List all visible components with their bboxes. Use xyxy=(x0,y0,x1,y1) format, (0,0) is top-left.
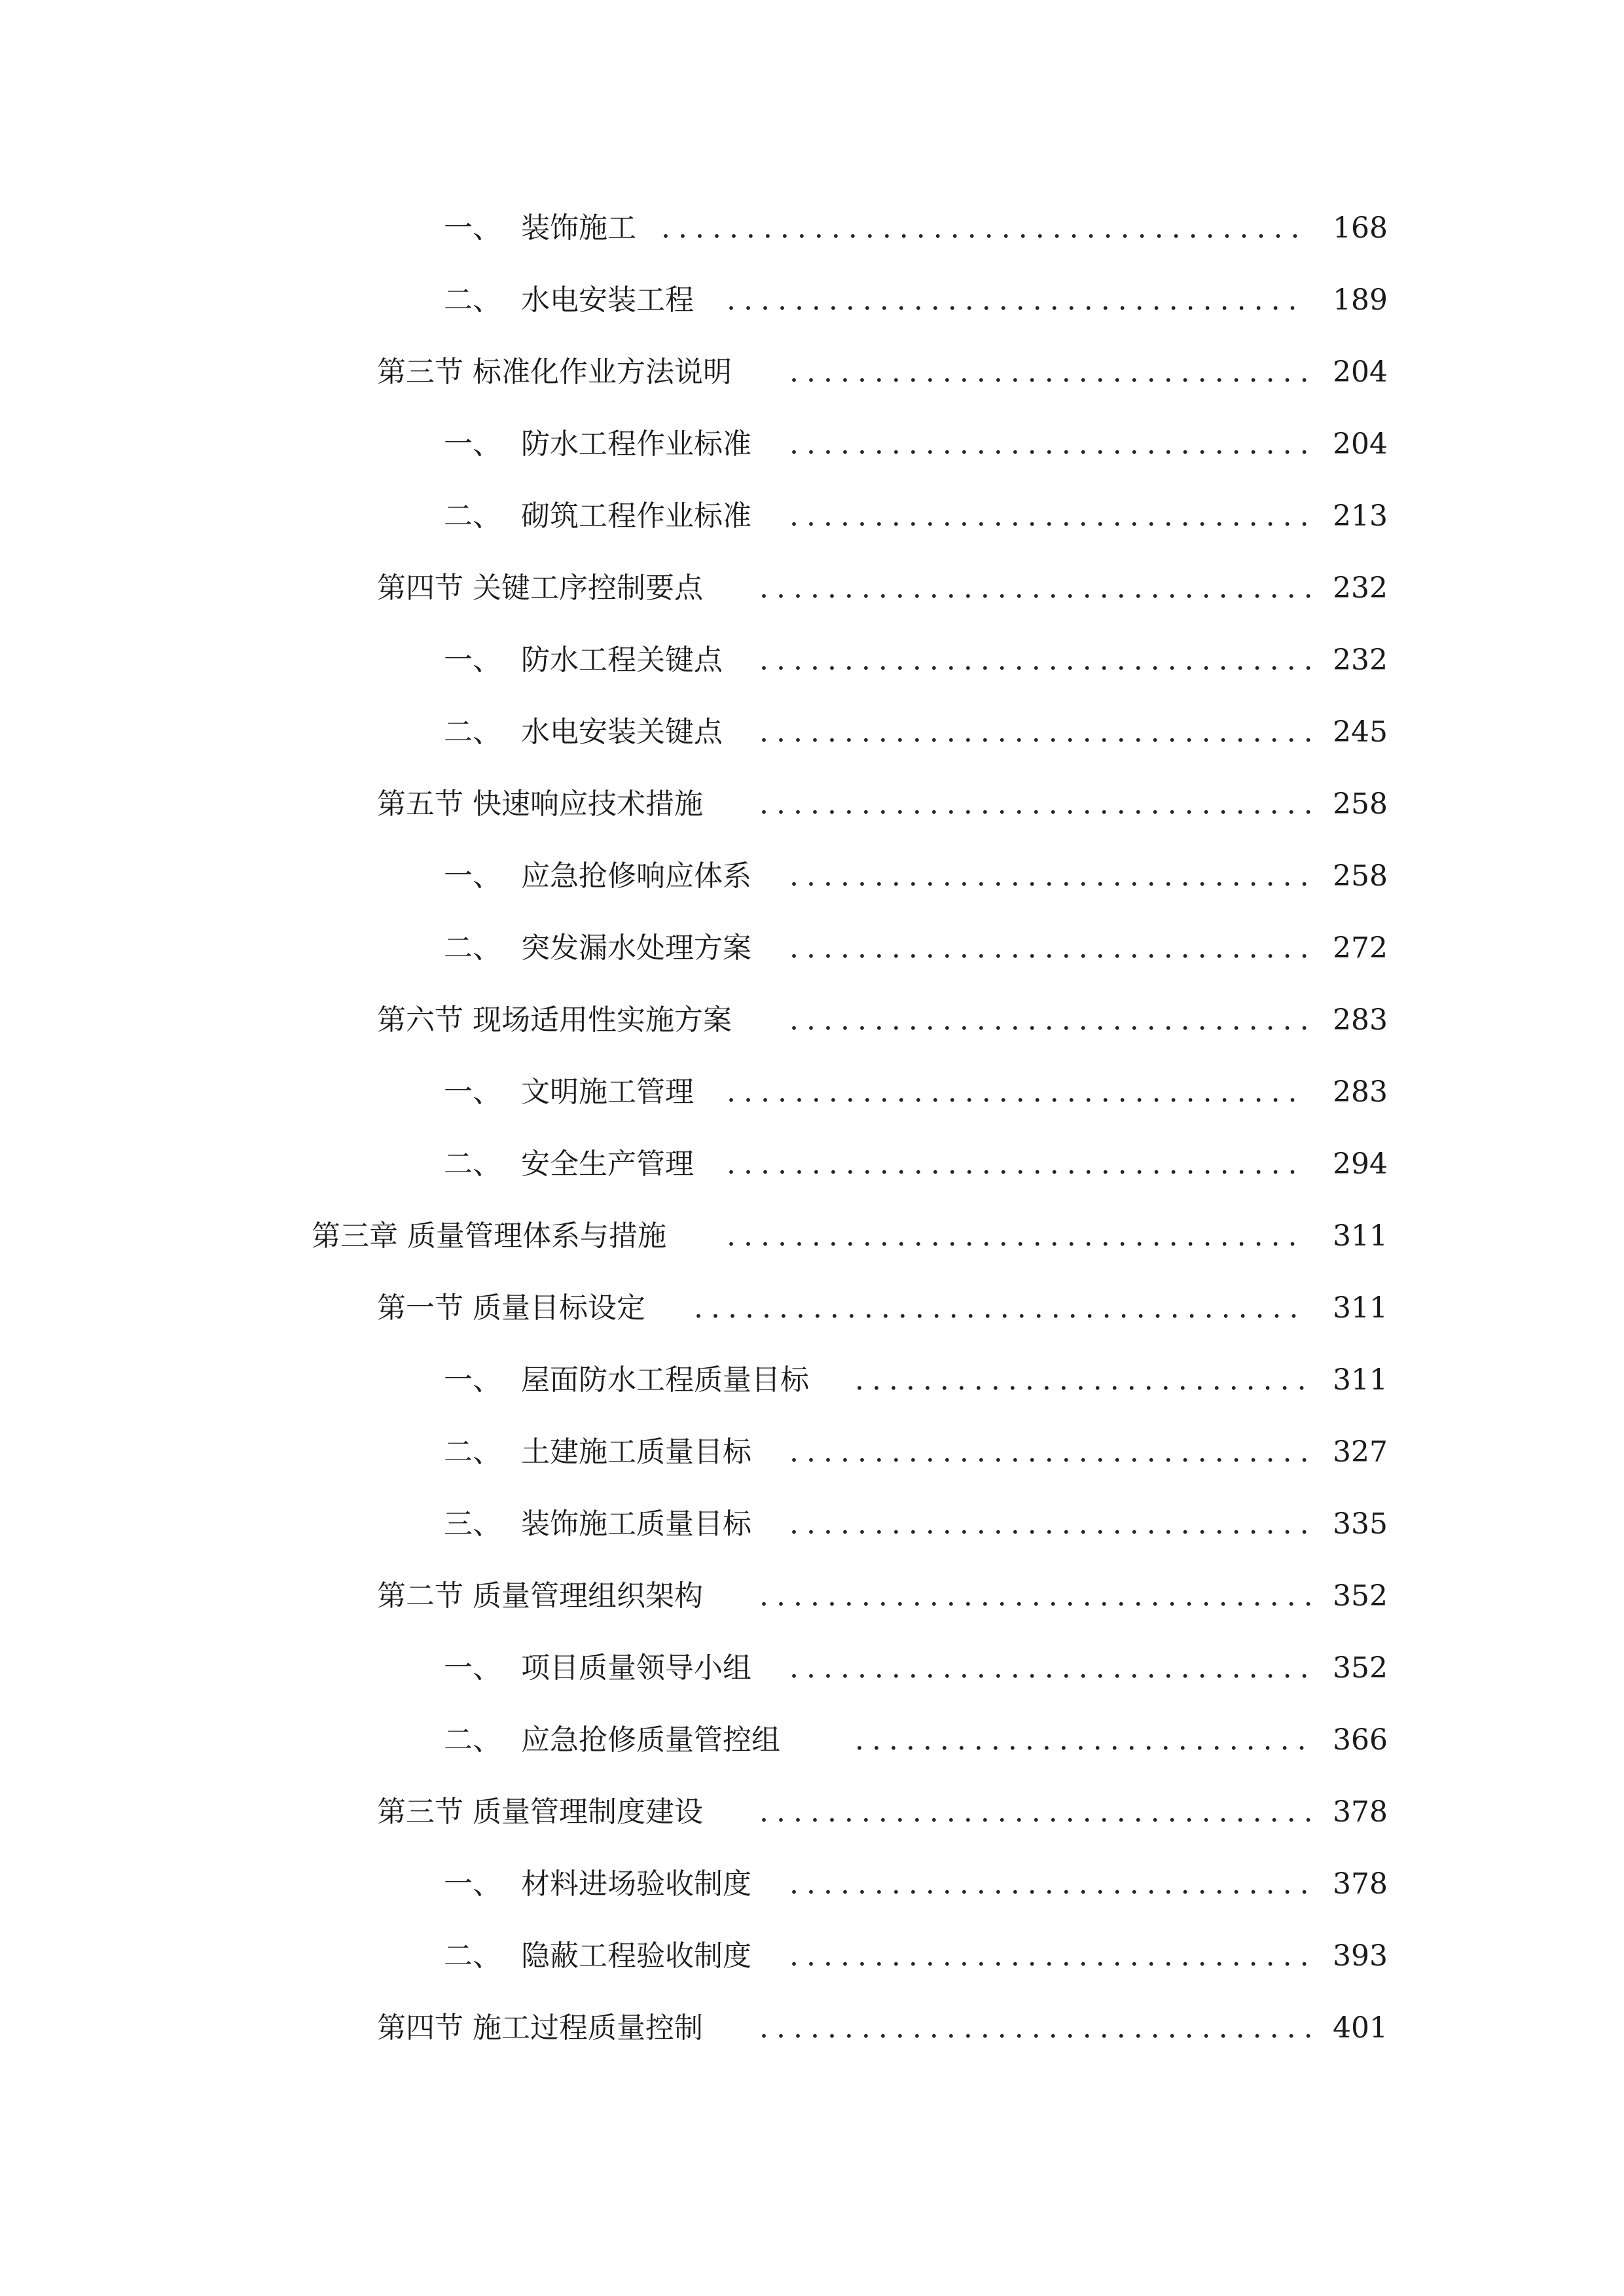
dot-leader: ............................... xyxy=(789,859,1317,893)
toc-entry-label xyxy=(377,994,732,1047)
toc-entry[interactable] xyxy=(0,778,1624,831)
toc-entry[interactable] xyxy=(0,922,1624,975)
toc-entry[interactable] xyxy=(0,1786,1624,1839)
toc-entry[interactable] xyxy=(0,1570,1624,1623)
toc-entry-number: 一、 xyxy=(444,859,501,893)
toc-entry-page: 204 xyxy=(1333,355,1388,389)
toc-entry[interactable] xyxy=(0,1210,1624,1263)
toc-entry-label xyxy=(444,418,751,471)
toc-entry-page: 311 xyxy=(1333,1363,1388,1397)
dot-leader: ................................. xyxy=(759,787,1321,821)
toc-entry-label xyxy=(444,1138,694,1191)
toc-entry-title: 第四节 施工过程质量控制 xyxy=(377,2011,703,2045)
toc-entry-page: 272 xyxy=(1333,931,1388,965)
dot-leader: ............................... xyxy=(789,1435,1317,1469)
dot-leader: ............................... xyxy=(789,355,1317,389)
toc-entry[interactable] xyxy=(0,706,1624,759)
toc-entry-page: 335 xyxy=(1333,1507,1388,1541)
toc-entry-page: 283 xyxy=(1333,1003,1388,1037)
toc-entry[interactable] xyxy=(0,418,1624,471)
toc-entry[interactable] xyxy=(0,274,1624,327)
toc-entry-label xyxy=(444,1930,751,1982)
toc-entry[interactable] xyxy=(0,634,1624,687)
toc-entry-label xyxy=(444,490,751,543)
dot-leader: ............................... xyxy=(789,1939,1317,1973)
toc-entry-number: 一、 xyxy=(444,1075,501,1109)
toc-entry-title: 防水工程关键点 xyxy=(521,643,723,677)
toc-entry-number: 二、 xyxy=(444,499,501,533)
toc-entry-number: 二、 xyxy=(444,931,501,965)
toc-entry-label xyxy=(444,634,723,687)
dot-leader: ................................. xyxy=(759,643,1321,677)
toc-entry-page: 311 xyxy=(1333,1219,1388,1253)
toc-entry[interactable] xyxy=(0,850,1624,903)
toc-entry-title: 应急抢修响应体系 xyxy=(521,859,751,893)
toc-entry[interactable] xyxy=(0,1642,1624,1695)
toc-entry-page: 393 xyxy=(1333,1939,1388,1973)
dot-leader: .................................. xyxy=(727,1147,1305,1181)
toc-entry-page: 258 xyxy=(1333,787,1388,821)
toc-entry-title: 装饰施工质量目标 xyxy=(521,1507,751,1541)
dot-leader: ............................... xyxy=(789,1867,1317,1901)
dot-leader: ................................. xyxy=(759,715,1321,749)
toc-entry-number: 一、 xyxy=(444,211,501,245)
toc-entry-title: 项目质量领导小组 xyxy=(521,1651,751,1685)
toc-entry-label xyxy=(444,1354,809,1407)
toc-entry[interactable] xyxy=(0,1930,1624,1982)
dot-leader: ................................. xyxy=(759,571,1321,605)
toc-entry[interactable] xyxy=(0,346,1624,399)
toc-entry-number: 二、 xyxy=(444,283,501,317)
toc-entry-label xyxy=(377,1786,703,1839)
dot-leader: .................................. xyxy=(727,283,1305,317)
toc-entry-number: 一、 xyxy=(444,643,501,677)
dot-leader: ................................. xyxy=(759,1579,1321,1613)
dot-leader: ............................... xyxy=(789,1507,1317,1541)
toc-entry[interactable] xyxy=(0,490,1624,543)
toc-entry-label xyxy=(444,1858,751,1910)
dot-leader: ............................... xyxy=(789,931,1317,965)
toc-entry-title: 材料进场验收制度 xyxy=(521,1867,751,1901)
dot-leader: .................................. xyxy=(727,1075,1305,1109)
toc-entry-page: 204 xyxy=(1333,427,1388,461)
dot-leader: ............................... xyxy=(789,1651,1317,1685)
toc-entry-title: 第二节 质量管理组织架构 xyxy=(377,1579,703,1613)
toc-entry[interactable] xyxy=(0,1066,1624,1119)
toc-entry-page: 245 xyxy=(1333,715,1388,749)
toc-entry-title: 防水工程作业标准 xyxy=(521,427,751,461)
toc-entry-number: 一、 xyxy=(444,1651,501,1685)
toc-entry-title: 安全生产管理 xyxy=(521,1147,694,1181)
toc-entry[interactable] xyxy=(0,1858,1624,1910)
toc-entry-title: 第四节 关键工序控制要点 xyxy=(377,571,703,605)
toc-entry-page: 401 xyxy=(1333,2011,1388,2045)
toc-entry-label xyxy=(444,706,723,759)
toc-entry-title: 第三节 质量管理制度建设 xyxy=(377,1795,703,1829)
toc-entry-number: 三、 xyxy=(444,1507,501,1541)
toc-entry-number: 二、 xyxy=(444,715,501,749)
toc-entry-label xyxy=(444,1714,780,1767)
toc-entry[interactable] xyxy=(0,562,1624,615)
toc-entry-page: 189 xyxy=(1333,283,1388,317)
toc-entry-title: 第五节 快速响应技术措施 xyxy=(377,787,703,821)
toc-entry-title: 第六节 现场适用性实施方案 xyxy=(377,1003,732,1037)
toc-entry-number: 二、 xyxy=(444,1147,501,1181)
toc-entry-title: 应急抢修质量管控组 xyxy=(521,1723,780,1757)
toc-entry-label xyxy=(377,778,703,831)
toc-entry-page: 232 xyxy=(1333,643,1388,677)
toc-entry-page: 283 xyxy=(1333,1075,1388,1109)
toc-entry-number: 一、 xyxy=(444,1867,501,1901)
dot-leader: ........................... xyxy=(855,1723,1314,1757)
toc-entry-number: 二、 xyxy=(444,1939,501,1973)
toc-entry-page: 327 xyxy=(1333,1435,1388,1469)
toc-entry[interactable] xyxy=(0,202,1624,255)
toc-entry[interactable] xyxy=(0,1354,1624,1407)
toc-entry-page: 352 xyxy=(1333,1579,1388,1613)
toc-entry-label xyxy=(444,922,751,975)
toc-entry[interactable] xyxy=(0,1426,1624,1479)
dot-leader: ............................... xyxy=(789,499,1317,533)
toc-entry-title: 水电安装关键点 xyxy=(521,715,723,749)
dot-leader: ................................. xyxy=(759,1795,1321,1829)
toc-entry-title: 第三节 标准化作业方法说明 xyxy=(377,355,732,389)
toc-entry-title: 第一节 质量目标设定 xyxy=(377,1291,645,1325)
toc-entry[interactable] xyxy=(0,994,1624,1047)
toc-entry-page: 294 xyxy=(1333,1147,1388,1181)
toc-entry-label xyxy=(377,562,703,615)
toc-entry-page: 378 xyxy=(1333,1867,1388,1901)
toc-entry[interactable] xyxy=(0,1282,1624,1335)
dot-leader: .................................... xyxy=(694,1291,1307,1325)
toc-entry-page: 311 xyxy=(1333,1291,1388,1325)
toc-entry-label xyxy=(377,1570,703,1623)
toc-entry-title: 屋面防水工程质量目标 xyxy=(521,1363,809,1397)
toc-entry[interactable] xyxy=(0,1138,1624,1191)
dot-leader: ................................. xyxy=(759,2011,1321,2045)
dot-leader: ............................... xyxy=(789,427,1317,461)
dot-leader: .................................. xyxy=(727,1219,1305,1253)
toc-entry-number: 一、 xyxy=(444,1363,501,1397)
toc-entry-page: 378 xyxy=(1333,1795,1388,1829)
toc-entry-page: 168 xyxy=(1333,211,1388,245)
toc-entry[interactable] xyxy=(0,1714,1624,1767)
toc-entry-title: 装饰施工 xyxy=(521,211,636,245)
toc-entry-number: 二、 xyxy=(444,1435,501,1469)
toc-entry-label xyxy=(377,346,732,399)
toc-entry-label xyxy=(312,1210,666,1263)
toc-entry-label xyxy=(444,1066,694,1119)
toc-entry[interactable] xyxy=(0,1498,1624,1551)
toc-entry-page: 258 xyxy=(1333,859,1388,893)
toc-entry-label xyxy=(444,1426,751,1479)
dot-leader: ............................... xyxy=(789,1003,1317,1037)
toc-entry-number: 一、 xyxy=(444,427,501,461)
toc-entry-label xyxy=(444,274,694,327)
toc-entry-title: 水电安装工程 xyxy=(521,283,694,317)
toc-entry-title: 第三章 质量管理体系与措施 xyxy=(312,1219,666,1253)
toc-entry-page: 366 xyxy=(1333,1723,1388,1757)
toc-entry-title: 隐蔽工程验收制度 xyxy=(521,1939,751,1973)
toc-entry[interactable] xyxy=(0,2002,1624,2054)
toc-entry-title: 突发漏水处理方案 xyxy=(521,931,751,965)
toc-entry-label xyxy=(377,1282,645,1335)
toc-entry-label xyxy=(444,850,751,903)
toc-entry-label xyxy=(444,202,636,255)
toc-entry-title: 文明施工管理 xyxy=(521,1075,694,1109)
toc-entry-number: 二、 xyxy=(444,1723,501,1757)
toc-entry-title: 土建施工质量目标 xyxy=(521,1435,751,1469)
dot-leader: ...................................... xyxy=(661,211,1308,245)
toc-entry-label xyxy=(377,2002,703,2054)
toc-entry-page: 352 xyxy=(1333,1651,1388,1685)
toc-entry-label xyxy=(444,1498,751,1551)
dot-leader: ........................... xyxy=(855,1363,1314,1397)
toc-entry-page: 213 xyxy=(1333,499,1388,533)
toc-entry-label xyxy=(444,1642,751,1695)
toc-entry-page: 232 xyxy=(1333,571,1388,605)
toc-entry-title: 砌筑工程作业标准 xyxy=(521,499,751,533)
